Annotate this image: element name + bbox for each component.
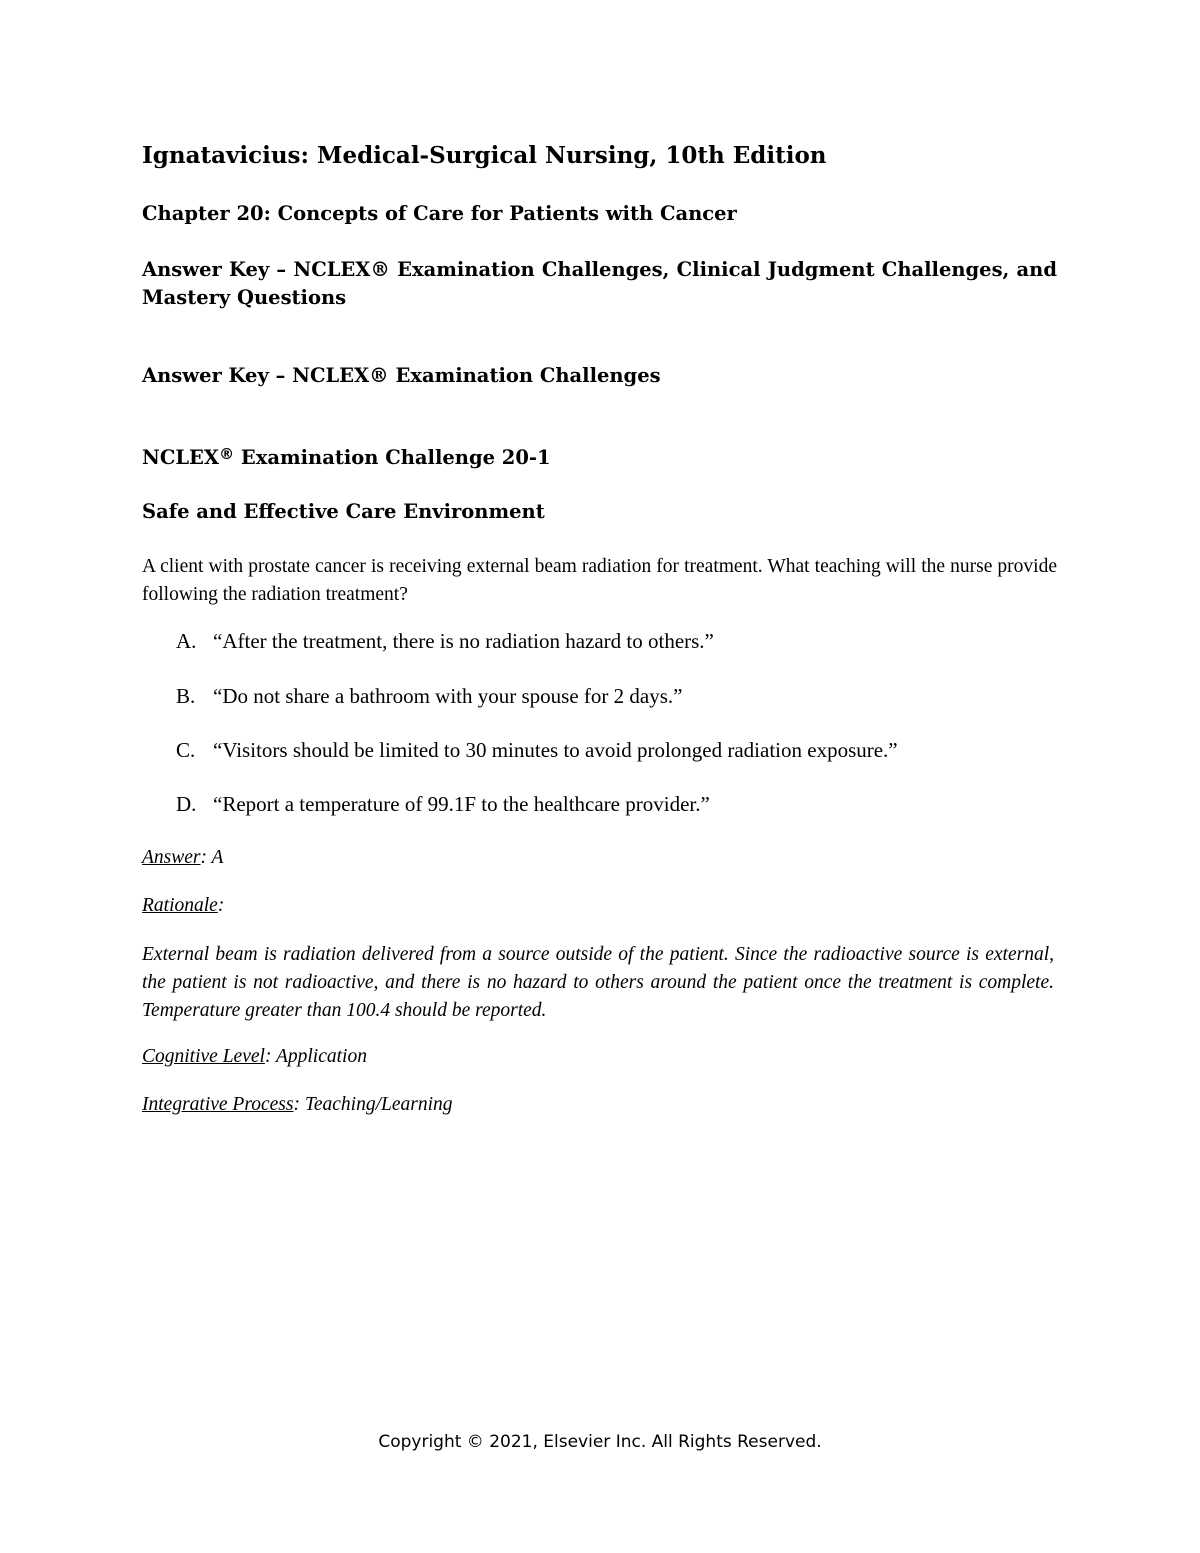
answer-label: Answer [142,847,201,868]
option-d [176,792,710,817]
integrative-process-label: Integrative Process [142,1094,294,1115]
document-title: Ignatavicius: Medical-Surgical Nursing, 10th Edition [142,142,827,169]
option-text: “After the treatment, there is no radiation hazard to others.” [213,629,714,653]
cognitive-level-value: : Application [264,1046,367,1067]
option-c [176,738,898,763]
category-heading: Safe and Effective Care Environment [142,500,545,523]
answer-value: : A [200,847,224,868]
integrative-process-line [142,1094,453,1116]
copyright-footer: Copyright © 2021, Elsevier Inc. All Rights Reserved. [378,1432,822,1452]
answer-key-section-heading: Answer Key – NCLEX® Examination Challenges [142,364,661,387]
rationale-label: Rationale [142,895,218,916]
rationale-text: External beam is radiation delivered from a source outside of the patient. Since the radioactive source is external, the patient is not radioactive, and there is no hazard to others around the patient once the treatment is complete. Temperature greater than 100.4 should be reported. [142,944,1054,1021]
option-text: “Report a temperature of 99.1F to the healthcare provider.” [213,792,710,816]
chapter-heading: Chapter 20: Concepts of Care for Patients with Cancer [142,202,737,225]
option-a [176,629,714,654]
rationale-line [142,895,224,917]
challenge-prefix: NCLEX [142,446,220,469]
option-letter: B. [176,684,196,708]
question-text: A client with prostate cancer is receiving external beam radiation for treatment. What teaching will the nurse provide following the radiation treatment? [142,556,1057,605]
option-b [176,684,682,709]
integrative-process-value: : Teaching/Learning [293,1094,453,1115]
option-letter: C. [176,738,196,762]
cognitive-level-label: Cognitive Level [142,1046,265,1067]
registered-mark: ® [219,445,235,463]
option-text: “Do not share a bathroom with your spouse for 2 days.” [213,684,683,708]
answer-key-heading-full: Answer Key – NCLEX® Examination Challenges, Clinical Judgment Challenges, and Mastery Questions [142,258,1057,309]
option-text: “Visitors should be limited to 30 minutes to avoid prolonged radiation exposure.” [213,738,898,762]
rationale-colon: : [217,895,225,916]
challenge-heading [142,446,551,469]
cognitive-level-line [142,1046,367,1068]
option-letter: D. [176,792,197,816]
challenge-suffix: Examination Challenge 20-1 [234,446,551,469]
option-letter: A. [176,629,197,653]
answer-line [142,847,223,869]
